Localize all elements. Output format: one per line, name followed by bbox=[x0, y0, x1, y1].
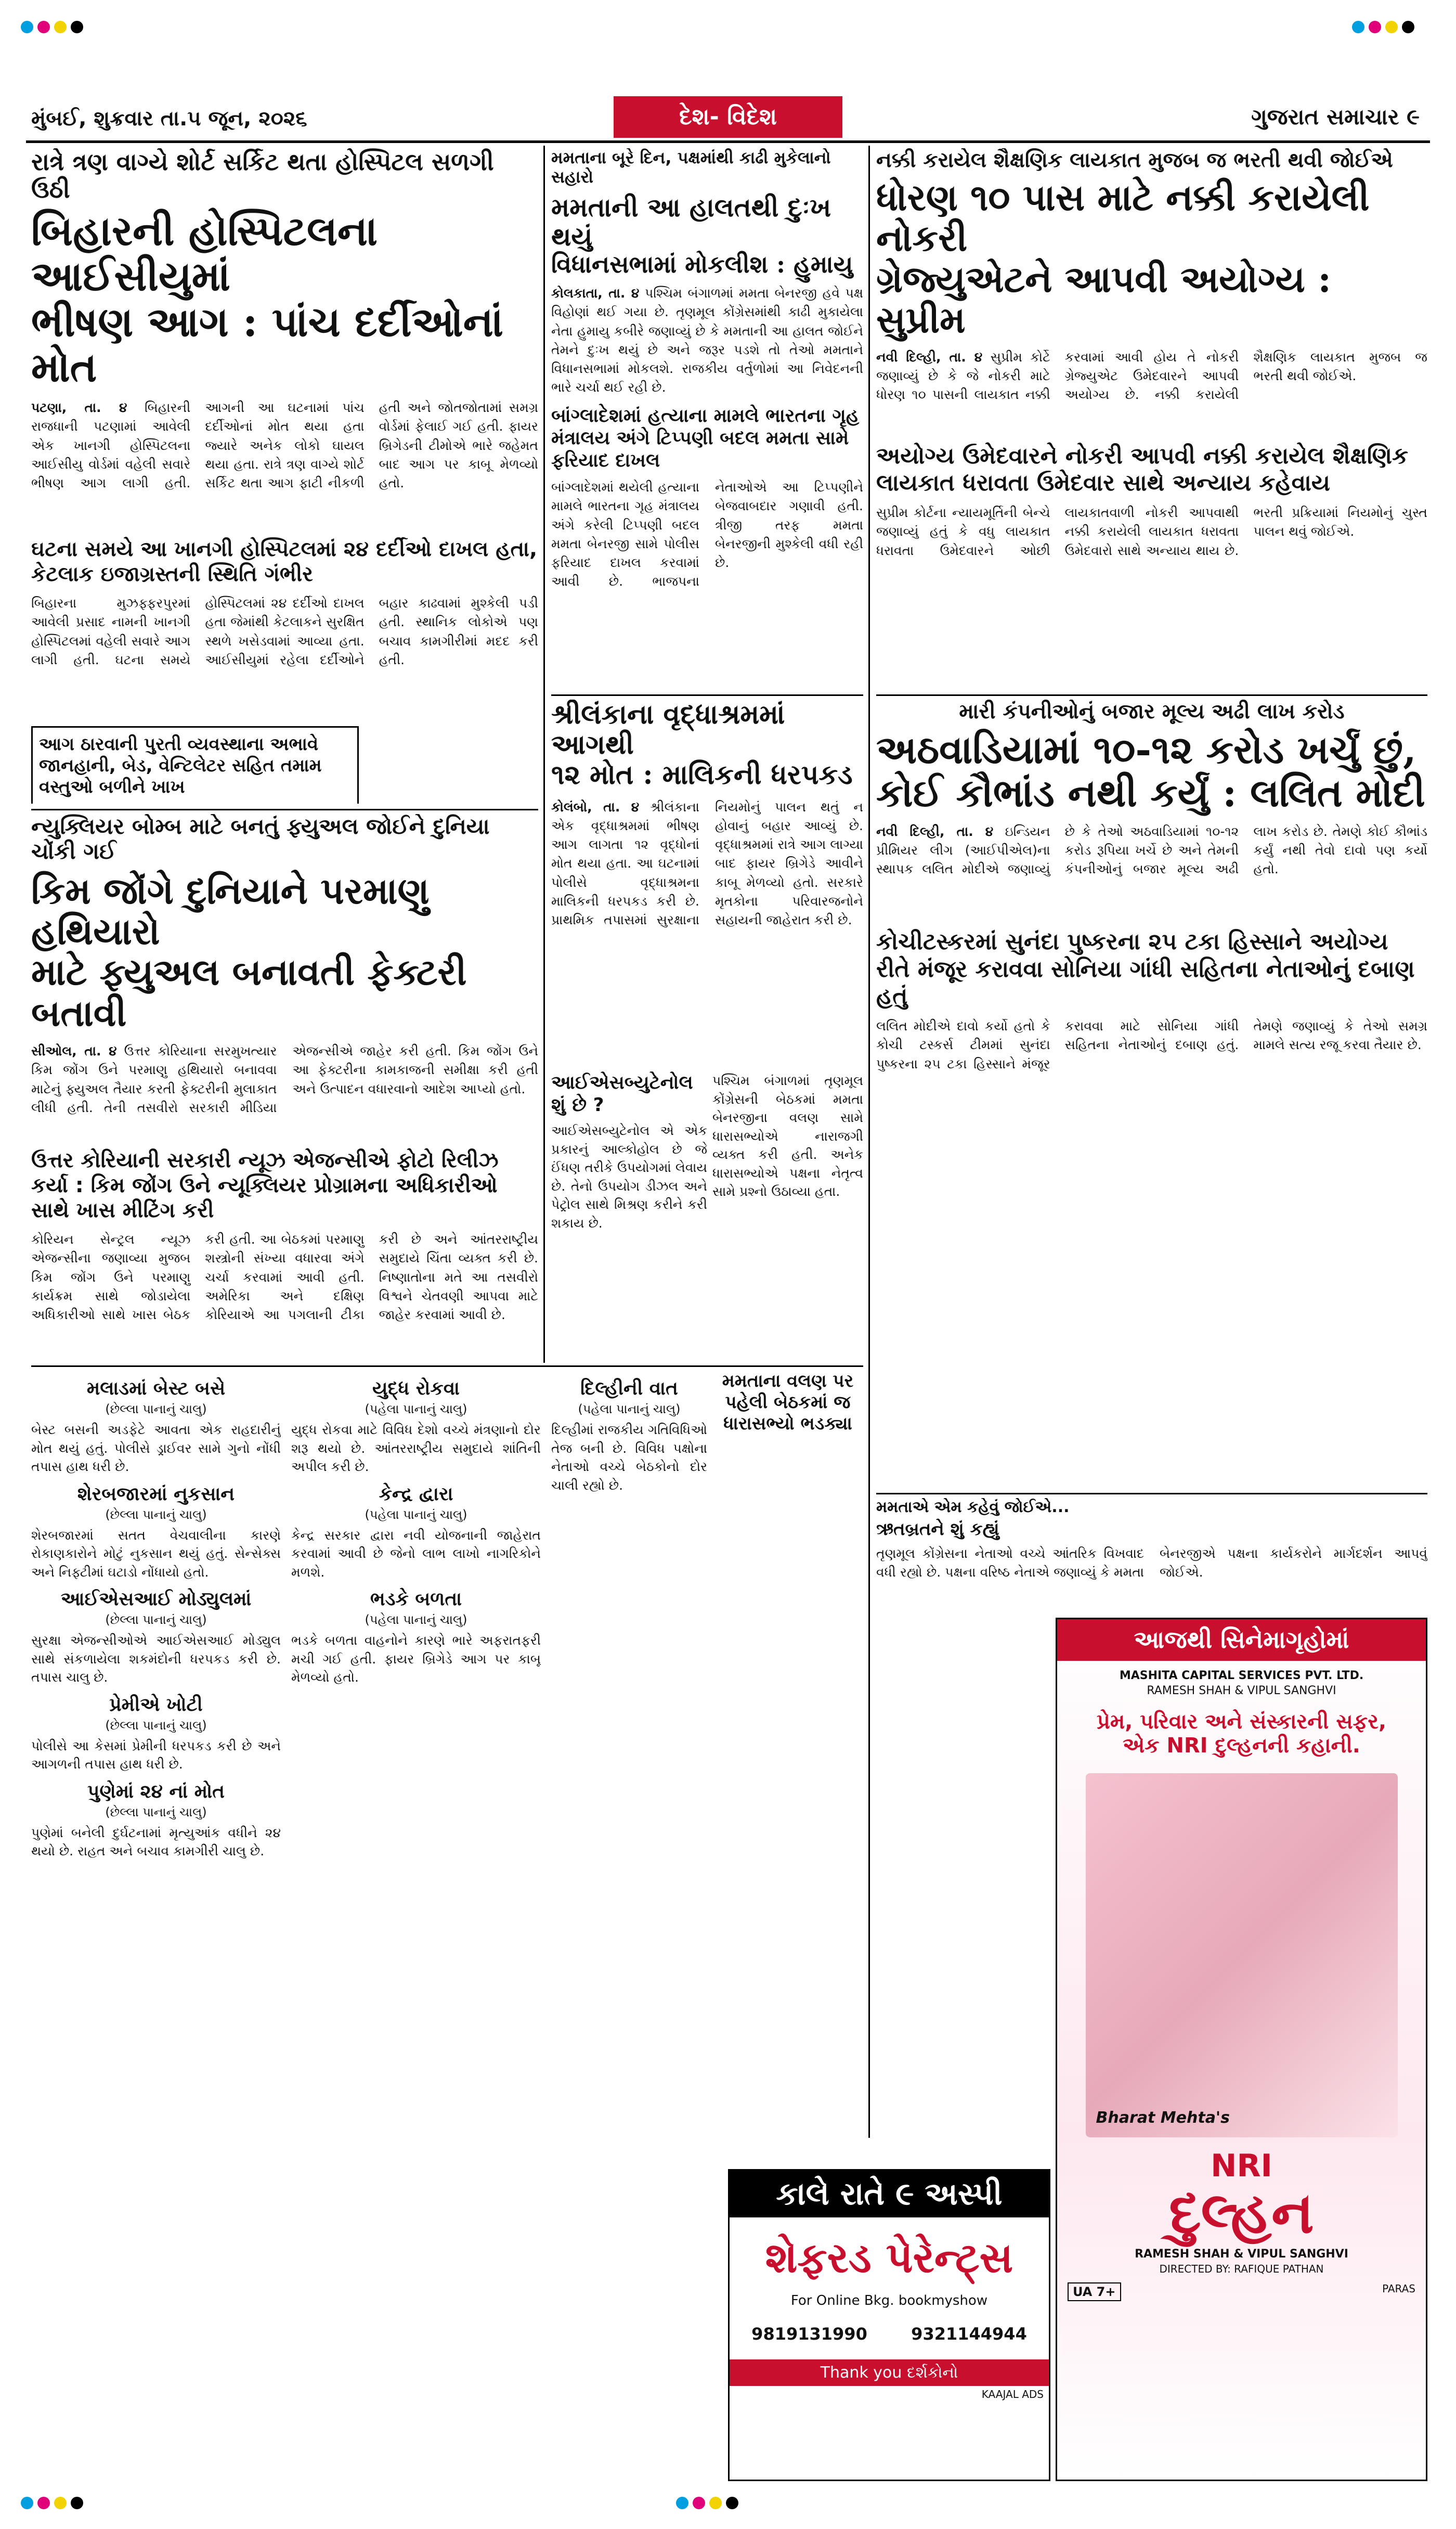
registration-mark bbox=[54, 2497, 67, 2509]
story-headline: બિહારની હોસ્પિટલના આઈસીયુમાં bbox=[31, 207, 378, 301]
play-ad bbox=[728, 2169, 1050, 2481]
registration-mark bbox=[676, 2497, 688, 2509]
story-kicker: મમતાના બૂરે દિન, પક્ષમાંથી કાઢી મુકેલાનો સહારો bbox=[551, 148, 831, 187]
brief-title: મલાડમાં બેસ્ટ બસે bbox=[86, 1378, 226, 1399]
story-headline: કોઈ કૌભાંડ નથી કર્યું : લલિત મોદી bbox=[876, 770, 1425, 816]
registration-mark bbox=[726, 2497, 738, 2509]
story-rule bbox=[876, 1493, 1427, 1494]
story-subtitle: (પહેલા પાનાનું ચાલુ) bbox=[578, 1402, 681, 1416]
story-text: ઉત્તર કોરિયાના સરમુખત્યાર કિમ જોંગ ઉને પરમાણુ હથિયારો બનાવવા માટેનું ફ્યુઅલ તૈયાર કરતી ફેક્ટરીની મુલાકાત લીધી હતી. તેની તસવીરો સરકારી મીડિયા એજન્સીએ જાહેર કરી હતી. કિમ જોંગ ઉને આ ફેક્ટરીના કામકાજની સમીક્ષા કરી હતી અને ઉત્પાદન વધારવાનો આદેશ આપ્યો હતો. bbox=[31, 1043, 538, 1115]
brief-text: પુણેમાં બનેલી દુર્ઘટનામાં મૃત્યુઆંક વધીને ૨૪ થયો છે. રાહત અને બચાવ કામગીરી ચાલુ છે. bbox=[31, 1825, 281, 1859]
play-ad-footer: Thank you દર્શકોનો bbox=[730, 2359, 1049, 2386]
story-text: બિહારના મુઝફ્ફરપુરમાં આવેલી પ્રસાદ નામની ખાનગી હોસ્પિટલમાં વહેલી સવારે આગ લાગી હતી. ઘટના સમયે હોસ્પિટલમાં ૨૪ દર્દીઓ દાખલ હતા જેમાંથી કેટલાકને સુરક્ષિત સ્થળે ખસેડવામાં આવ્યા હતા. આઈસીયુમાં રહેલા દર્દીઓને બહાર કાઢવામાં મુશ્કેલી પડી હતી. સ્થાનિક લોકોએ પણ બચાવ કામગીરીમાં મદદ કરી હતી. bbox=[31, 596, 538, 667]
brief-subtitle: (પહેલા પાનાનું ચાલુ) bbox=[365, 1507, 467, 1522]
story-text: તૃણમૂલ કોંગ્રેસના નેતાઓ વચ્ચે આંતરિક વિખવાદ વધી રહ્યો છે. પક્ષના વરિષ્ઠ નેતાએ જણાવ્યું કે મમતા બેનરજીએ પક્ષના કાર્યકરોને માર્ગદર્શન આપવું જોઈએ. bbox=[876, 1545, 1427, 1580]
story-text: દિલ્હીમાં રાજકીય ગતિવિધિઓ તેજ બની છે. વિવિધ પક્ષોના નેતાઓ વચ્ચે બેઠકોનો દોર ચાલી રહ્યો છે. bbox=[551, 1422, 707, 1493]
story-text: સુપ્રીમ કોર્ટના ન્યાયમૂર્તિની બેન્ચે જણાવ્યું હતું કે વધુ લાયકાત ધરાવતા ઉમેદવારને ઓછી લાયકાતવાળી નોકરી આપવાથી નક્કી કરાયેલી લાયકાત ધરાવતા ઉમેદવારો સાથે અન્યાય થાય છે. ભરતી પ્રક્રિયામાં નિયમોનું ચુસ્ત પાલન થવું જોઈએ. bbox=[876, 505, 1427, 558]
story-rule bbox=[31, 809, 538, 810]
story-kicker: નક્કી કરાયેલ શૈક્ષણિક લાયકાત મુજબ જ ભરતી થવી જોઈએ bbox=[876, 148, 1393, 172]
registration-mark bbox=[21, 2497, 33, 2509]
story-mlas-angry bbox=[712, 1371, 863, 2047]
story-headline: કિમ જોંગે દુનિયાને પરમાણુ હથિયારો bbox=[31, 869, 430, 953]
brief-title: કેન્દ્ર દ્વારા bbox=[379, 1483, 453, 1505]
registration-mark bbox=[1402, 21, 1414, 33]
story-body bbox=[876, 822, 1427, 921]
brief-subtitle: (છેલ્લા પાનાનું ચાલુ) bbox=[105, 1612, 207, 1627]
story-headline: ઋતબ્રતને શું કહ્યું bbox=[876, 1519, 999, 1540]
story-rule bbox=[876, 694, 1427, 696]
brief-text: બેસ્ટ બસની અડફેટે આવતા એક રાહદારીનું મોત થયું હતું. પોલીસે ડ્રાઈવર સામે ગુનો નોંધી તપાસ હાથ ધરી છે. bbox=[31, 1422, 281, 1474]
brief-text: પોલીસે આ કેસમાં પ્રેમીની ધરપકડ કરી છે અને આગળની તપાસ હાથ ધરી છે. bbox=[31, 1738, 281, 1772]
registration-mark bbox=[21, 21, 33, 33]
play-ad-phone: 9819131990 bbox=[751, 2324, 867, 2344]
movie-ad-presents: RAMESH SHAH & VIPUL SANGHVI bbox=[1147, 1684, 1336, 1697]
movie-ad-director: DIRECTED BY: RAFIQUE PATHAN bbox=[1159, 2263, 1324, 2275]
story-kicker: મારી કંપનીઓનું બજાર મૂલ્ય અઢી લાખ કરોડ bbox=[959, 700, 1345, 724]
registration-mark bbox=[37, 2497, 50, 2509]
story-body bbox=[876, 1017, 1427, 1433]
registration-mark bbox=[54, 21, 67, 33]
brief-text: શેરબજારમાં સતત વેચવાલીના કારણે રોકાણકારોને મોટું નુકસાન થયું હતું. સેન્સેક્સ અને નિફ્ટીમાં ઘટાડો નોંધાયો હતો. bbox=[31, 1527, 281, 1580]
registration-mark bbox=[693, 2497, 705, 2509]
registration-mark bbox=[1385, 21, 1398, 33]
story-dateline: કોલકાતા, તા. ૪ bbox=[551, 286, 640, 301]
story-body bbox=[876, 504, 1427, 639]
story-subhead: બાંગ્લાદેશમાં હત્યાના મામલે ભારતના ગૃહ મંત્રાલય અંગે ટિપ્પણી બદલ મમતા સામે ફરિયાદ દાખલ bbox=[551, 405, 860, 471]
brief-item bbox=[291, 1378, 541, 1476]
brief-item bbox=[31, 1781, 281, 1861]
story-headline: મમતાની આ હાલતથી દુઃખ થયું bbox=[551, 191, 831, 252]
play-ad-headline: કાલે રાતે ૯ અસ્પી bbox=[730, 2171, 1049, 2217]
section-title: દેશ- વિદેશ bbox=[614, 96, 842, 138]
story-body bbox=[551, 284, 863, 397]
story-body bbox=[31, 1230, 538, 1360]
story-dateline: નવી દિલ્હી, તા. ૪ bbox=[876, 349, 983, 365]
story-dateline: પટણા, તા. ૪ bbox=[31, 400, 127, 416]
story-dateline: નવી દિલ્હી, તા. ૪ bbox=[876, 823, 994, 839]
brief-subtitle: (છેલ્લા પાનાનું ચાલુ) bbox=[105, 1804, 207, 1820]
movie-ad-tagline: એક NRI દુલ્હનની કહાની. bbox=[1123, 1734, 1360, 1758]
movie-ad bbox=[1056, 1618, 1427, 2481]
story-body bbox=[31, 1042, 538, 1141]
story-text: પશ્ચિમ બંગાળમાં તૃણમૂલ કોંગ્રેસની બેઠકમાં મમતા બેનરજીના વલણ સામે ધારાસભ્યોએ નારાજગી વ્યક્ત કરી હતી. અનેક ધારાસભ્યોએ પક્ષના નેતૃત્વ સામે પ્રશ્નો ઉઠાવ્યા હતા. bbox=[712, 1073, 863, 1199]
story-sri-lanka bbox=[551, 700, 863, 1064]
story-headline: ૧૨ મોત : માલિકની ધરપકડ bbox=[551, 759, 853, 791]
masthead-page-number: ગુજરાત સમાચાર ૯ bbox=[1251, 104, 1420, 130]
story-body bbox=[551, 478, 863, 624]
brief-item bbox=[291, 1483, 541, 1582]
story-body bbox=[31, 398, 538, 528]
story-headline: શ્રીલંકાના વૃદ્ધાશ્રમમાં આગથી bbox=[551, 700, 785, 761]
brief-subtitle: (છેલ્લા પાનાનું ચાલુ) bbox=[105, 1718, 207, 1733]
column-divider bbox=[868, 146, 870, 2138]
story-mamata bbox=[551, 148, 863, 689]
movie-ad-credit: PARAS bbox=[1382, 2282, 1415, 2295]
registration-mark bbox=[71, 2497, 83, 2509]
story-body bbox=[876, 1544, 1427, 1607]
movie-ad-producer: RAMESH SHAH & VIPUL SANGHVI bbox=[1135, 2248, 1348, 2261]
play-ad-credit: KAAJAL ADS bbox=[981, 2388, 1044, 2401]
story-bihar-hospital bbox=[31, 148, 538, 804]
story-headline: ધોરણ ૧૦ પાસ માટે નક્કી કરાયેલી નોકરી bbox=[876, 176, 1370, 260]
story-headline: ગ્રેજ્યુએટને આપવી અયોગ્ય : સુપ્રીમ bbox=[876, 257, 1332, 342]
movie-ad-title-en: NRI bbox=[1211, 2148, 1272, 2184]
play-ad-phone: 9321144944 bbox=[911, 2324, 1027, 2344]
story-headline: મમતાના વલણ પર પહેલી બેઠકમાં જ ધારાસભ્યો ભડક્યા bbox=[722, 1371, 854, 1434]
story-dateline: કોલંબો, તા. ૪ bbox=[551, 799, 640, 815]
story-subhead: ઉત્તર કોરિયાની સરકારી ન્યૂઝ એજન્સીએ ફોટો રિલીઝ કર્યા : કિમ જોંગ ઉને ન્યૂક્લિયર પ્રોગ્રામના અધિકારીઓ સાથે ખાસ મીટિંગ કરી bbox=[31, 1149, 499, 1223]
brief-title: પુણેમાં ૨૪ નાં મોત bbox=[87, 1780, 225, 1802]
briefs-column bbox=[291, 1371, 541, 2473]
story-subhead: અયોગ્ય ઉમેદવારને નોકરી આપવી નક્કી કરાયેલ શૈક્ષણિક લાયકાત ધરાવતા ઉમેદવાર સાથે અન્યાય કહેવાય bbox=[876, 442, 1409, 497]
story-headline: ભીષણ આગ : પાંચ દર્દીઓનાં મોત bbox=[31, 298, 503, 391]
story-dateline: સીઓલ, તા. ૪ bbox=[31, 1043, 117, 1059]
brief-subtitle: (પહેલા પાનાનું ચાલુ) bbox=[365, 1612, 467, 1627]
story-rule bbox=[551, 694, 863, 696]
story-text: લલિત મોદીએ દાવો કર્યો હતો કે કોચી ટસ્કર્સ ટીમમાં સુનંદા પુષ્કરના ૨૫ ટકા હિસ્સાને મંજૂર કરાવવા માટે સોનિયા ગાંધી સહિતના નેતાઓનું દબાણ હતું. તેમણે જણાવ્યું કે તેઓ સમગ્ર મામલે સત્ય રજૂ કરવા તૈયાર છે. bbox=[876, 1018, 1427, 1072]
brief-title: શેરબજારમાં નુકસાન bbox=[77, 1483, 235, 1505]
story-text: કોરિયન સેન્ટ્રલ ન્યૂઝ એજન્સીના જણાવ્યા મુજબ કિમ જોંગ ઉને પરમાણુ કાર્યક્રમ સાથે જોડાયેલા અધિકારીઓ સાથે ખાસ બેઠક કરી હતી. આ બેઠકમાં પરમાણુ શસ્ત્રોની સંખ્યા વધારવા અંગે ચર્ચા કરવામાં આવી હતી. અમેરિકા અને દક્ષિણ કોરિયાએ આ પગલાની ટીકા કરી છે અને આંતરરાષ્ટ્રીય સમુદાયે ચિંતા વ્યક્ત કરી છે. નિષ્ણાતોના મતે આ તસવીરો વિશ્વને ચેતવણી આપવા માટે જાહેર કરવામાં આવી છે. bbox=[31, 1232, 538, 1323]
story-subhead: ઘટના સમયે આ ખાનગી હોસ્પિટલમાં ૨૪ દર્દીઓ દાખલ હતા, કેટલાક ઇજાગ્રસ્તની સ્થિતિ ગંભીર bbox=[31, 537, 538, 587]
story-subhead: કોચીટસ્કરમાં સુનંદા પુષ્કરના ૨૫ ટકા હિસ્સાને અયોગ્ય રીતે મંજૂર કરાવવા સોનિયા ગાંધી સહિતના નેતાઓનું દબાણ હતું bbox=[876, 928, 1415, 1010]
movie-ad-footer bbox=[1057, 2275, 1426, 2308]
registration-mark bbox=[71, 21, 83, 33]
story-text: બિહારની રાજધાની પટણામાં આવેલી એક ખાનગી હોસ્પિટલના આઈસીયુ વોર્ડમાં વહેલી સવારે ભીષણ આગ લાગી હતી. આગની આ ઘટનામાં પાંચ દર્દીઓનાં મોત થયા હતા જ્યારે અનેક લોકો ઘાયલ થયા હતા. રાત્રે ત્રણ વાગ્યે શોર્ટ સર્કિટ થતા આગ ફાટી નીકળી હતી અને જોતજોતામાં સમગ્ર વોર્ડમાં ફેલાઈ ગઈ હતી. ફાયર બ્રિગેડની ટીમોએ ભારે જહેમત બાદ આગ પર કાબૂ મેળવ્યો હતો. bbox=[31, 400, 538, 491]
movie-ad-company: MASHITA CAPITAL SERVICES PVT. LTD. bbox=[1119, 1669, 1364, 1682]
story-text: સુપ્રીમ કોર્ટે જણાવ્યું છે કે જે નોકરી માટે ધોરણ ૧૦ પાસની લાયકાત નક્કી કરવામાં આવી હોય તે નોકરી ગ્રેજ્યુએટ ઉમેદવારને આપવી અયોગ્ય છે. નક્કી કરાયેલી શૈક્ષણિક લાયકાત મુજબ જ ભરતી થવી જોઈએ. bbox=[876, 349, 1427, 403]
story-supreme-court bbox=[876, 148, 1427, 689]
story-rule bbox=[31, 1365, 863, 1367]
registration-mark bbox=[37, 21, 50, 33]
story-mamata-mlas bbox=[712, 1072, 863, 1363]
header-rule bbox=[26, 140, 1430, 143]
brief-title: ભડકે બળતા bbox=[370, 1589, 462, 1610]
brief-title: પ્રેમીએ ખોટી bbox=[109, 1694, 203, 1715]
story-north-korea bbox=[31, 814, 538, 1360]
page-date: મુંબઈ, શુક્રવાર તા.૫ જૂન, ૨૦૨૬ bbox=[31, 107, 307, 131]
brief-text: યુદ્ધ રોકવા માટે વિવિધ દેશો વચ્ચે મંત્રણાનો દોર શરૂ થયો છે. આંતરરાષ્ટ્રીય સમુદાયે શાંતિની અપીલ કરી છે. bbox=[291, 1422, 541, 1474]
story-headline: વિધાનસભામાં મોકલીશ : હુમાયુ bbox=[551, 250, 853, 278]
story-isobutanol bbox=[551, 1072, 707, 1363]
play-ad-booking: For Online Bkg. bookmyshow bbox=[790, 2293, 988, 2308]
story-headline: આઈએસબ્યુટેનોલ શું છે ? bbox=[551, 1072, 693, 1116]
play-ad-phones bbox=[730, 2324, 1049, 2344]
story-headline: માટે ફ્યુઅલ બનાવતી ફેક્ટરી બતાવી bbox=[31, 950, 467, 1035]
movie-ad-rating: UA 7+ bbox=[1068, 2282, 1121, 2301]
story-kicker: રાત્રે ત્રણ વાગ્યે શોર્ટ સર્કિટ થતા હોસ્પિટલ સળગી ઉઠી bbox=[31, 148, 494, 203]
story-mamata-statement bbox=[876, 1498, 1427, 1612]
brief-item bbox=[31, 1694, 281, 1774]
brief-text: ભડકે બળતા વાહનોને કારણે ભારે અફરાતફરી મચી ગઈ હતી. ફાયર બ્રિગેડે આગ પર કાબૂ મેળવ્યો હતો. bbox=[291, 1633, 541, 1685]
story-headline: દિલ્હીની વાત bbox=[580, 1378, 678, 1399]
story-kicker: ન્યુક્લિયર બોમ્બ માટે બનતું ફ્યુઅલ જોઈને દુનિયા ચોંકી ગઈ bbox=[31, 814, 490, 864]
brief-title: યુદ્ધ રોકવા bbox=[372, 1378, 460, 1399]
movie-ad-star: Bharat Mehta's bbox=[1096, 2109, 1230, 2127]
story-text: ઇન્ડિયન પ્રીમિયર લીગ (આઈપીએલ)ના સ્થાપક લલિત મોદીએ જણાવ્યું છે કે તેઓ અઠવાડિયામાં ૧૦-૧૨ કરોડ રૂપિયા ખર્ચે છે અને તેમની કંપનીઓનું બજાર મૂલ્ય અઢી લાખ કરોડ છે. તેમણે કોઈ કૌભાંડ કર્યું નથી તેવો દાવો પણ કર્યો હતો. bbox=[876, 823, 1427, 877]
story-text: બાંગ્લાદેશમાં થયેલી હત્યાના મામલે ભારતના ગૃહ મંત્રાલય અંગે કરેલી ટિપ્પણી બદલ મમતા બેનરજી સામે પોલીસ ફરિયાદ દાખલ કરવામાં આવી છે. ભાજપના નેતાઓએ આ ટિપ્પણીને બેજવાબદાર ગણાવી હતી. ત્રીજી તરફ મમતા બેનરજીની મુશ્કેલી વધી રહી છે. bbox=[551, 480, 863, 589]
story-text: પશ્ચિમ બંગાળમાં મમતા બેનરજી હવે પક્ષ વિહોણાં થઈ ગયા છે. તૃણમૂલ કોંગ્રેસમાંથી કાઢી મુકાયેલા નેતા હુમાયુ કબીરે જણાવ્યું છે કે મમતાની આ હાલત જોઈને તેમને દુઃખ થયું છે અને જરૂર પડશે તો તેઓ મમતાને વિધાનસભામાં મોકલશે. રાજકીય વર્તુળોમાં આ નિવેદનની ભારે ચર્ચા થઈ રહી છે. bbox=[551, 286, 863, 395]
story-body bbox=[31, 594, 538, 719]
brief-subtitle: (છેલ્લા પાનાનું ચાલુ) bbox=[105, 1402, 207, 1416]
registration-mark bbox=[1369, 21, 1381, 33]
story-kicker: મમતાએ એમ કહેવું જોઈએ... bbox=[876, 1498, 1070, 1516]
movie-ad-banner: આજથી સિનેમાગૃહોમાં bbox=[1057, 1619, 1426, 1661]
brief-text: સુરક્ષા એજન્સીઓએ આઈએસઆઈ મોડ્યુલ સાથે સંકળાયેલા શકમંદોની ધરપકડ કરી છે. તપાસ ચાલુ છે. bbox=[31, 1633, 281, 1685]
story-box: આગ ઠારવાની પુરતી વ્યવસ્થાના અભાવે જાનહાની, બેડ, વેન્ટિલેટર સહિત તમામ વસ્તુઓ બળીને ખાખ bbox=[31, 726, 359, 804]
movie-ad-title: દુલ્હન bbox=[1169, 2179, 1314, 2246]
story-body bbox=[551, 798, 863, 1058]
brief-item bbox=[31, 1589, 281, 1687]
story-delhi bbox=[551, 1371, 707, 2047]
registration-mark bbox=[1352, 21, 1364, 33]
story-body bbox=[876, 348, 1427, 436]
briefs-column bbox=[31, 1371, 281, 2473]
column-divider bbox=[543, 146, 545, 1363]
brief-subtitle: (છેલ્લા પાનાનું ચાલુ) bbox=[105, 1507, 207, 1522]
brief-item bbox=[31, 1378, 281, 1476]
story-text: આઈએસબ્યુટેનોલ એ એક પ્રકારનું આલ્કોહોલ છે જે ઈંધણ તરીકે ઉપયોગમાં લેવાય છે. તેનો ઉપયોગ ડીઝલ અને પેટ્રોલ સાથે મિશ્રણ કરીને કરી શકાય છે. bbox=[551, 1123, 707, 1231]
story-text: શ્રીલંકાના એક વૃદ્ધાશ્રમમાં ભીષણ આગ લાગતા ૧૨ વૃદ્ધોનાં મોત થયા હતા. આ ઘટનામાં પોલીસે વૃદ્ધાશ્રમના માલિકની ધરપકડ કરી છે. પ્રાથમિક તપાસમાં સુરક્ષાના નિયમોનું પાલન થતું ન હોવાનું બહાર આવ્યું છે. વૃદ્ધાશ્રમમાં રાત્રે આગ લાગ્યા બાદ ફાયર બ્રિગેડે આવીને કાબૂ મેળવ્યો હતો. સરકારે મૃતકોના પરિવારજનોને સહાયની જાહેરાત કરી છે. bbox=[551, 799, 863, 928]
brief-text: કેન્દ્ર સરકાર દ્વારા નવી યોજનાની જાહેરાત કરવામાં આવી છે જેનો લાભ લાખો નાગરિકોને મળશે. bbox=[291, 1527, 541, 1580]
movie-ad-tagline: પ્રેમ, પરિવાર અને સંસ્કારની સફર, bbox=[1096, 1710, 1387, 1734]
brief-title: આઈએસઆઈ મોડ્યુલમાં bbox=[60, 1589, 252, 1610]
movie-ad-poster bbox=[1086, 1773, 1398, 2137]
registration-mark bbox=[709, 2497, 722, 2509]
brief-item bbox=[291, 1589, 541, 1687]
brief-item bbox=[31, 1483, 281, 1582]
brief-subtitle: (પહેલા પાનાનું ચાલુ) bbox=[365, 1402, 467, 1416]
play-ad-title: શેફરડ પેરેન્ટ્સ bbox=[765, 2233, 1013, 2282]
story-lalit-modi bbox=[876, 700, 1427, 1495]
story-headline: અઠવાડિયામાં ૧૦-૧૨ કરોડ ખર્ચું છું, bbox=[876, 728, 1416, 772]
